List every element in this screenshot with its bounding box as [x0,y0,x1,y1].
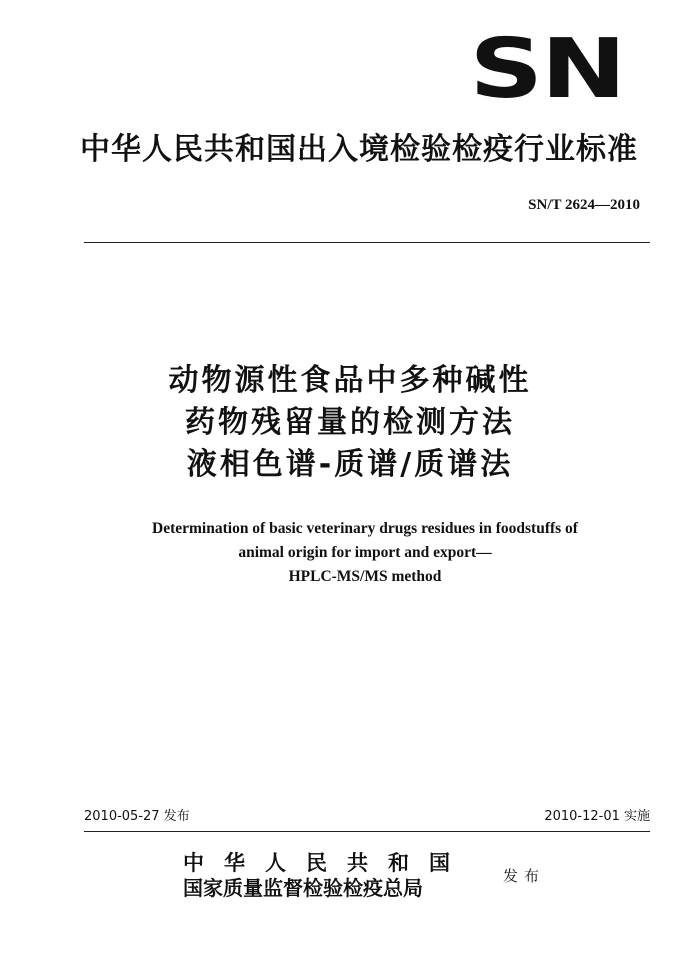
issuer-block [183,851,483,901]
chinese-title-line-2: 药物残留量的检测方法 [185,405,515,440]
english-title-line-3: HPLC-MS/MS method [288,568,442,585]
sn-logo: SN [469,22,624,117]
implementation-date: 2010-12-01 实施 [544,809,650,824]
issuer-country: 中华人民共和国 [183,850,470,875]
issue-label: 发布 [503,867,546,885]
issuer-agency: 国家质量监督检验检疫总局 [183,876,423,900]
english-title [80,517,650,589]
english-title-line-1: Determination of basic veterinary drugs residues in foodstuffs of [152,520,578,537]
english-title-line-2: animal origin for import and export— [238,544,492,561]
issue-date: 2010-05-27 发布 [84,809,190,824]
chinese-title-line-1: 动物源性食品中多种碱性 [168,363,532,398]
top-divider [84,242,650,243]
bottom-divider [84,831,650,832]
standard-number: SN/T 2624—2010 [528,197,640,213]
chinese-title [100,360,600,486]
chinese-title-line-3: 液相色谱-质谱/质谱法 [186,447,514,482]
issuer-title: 中华人民共和国出入境检验检疫行业标准 [80,132,638,167]
